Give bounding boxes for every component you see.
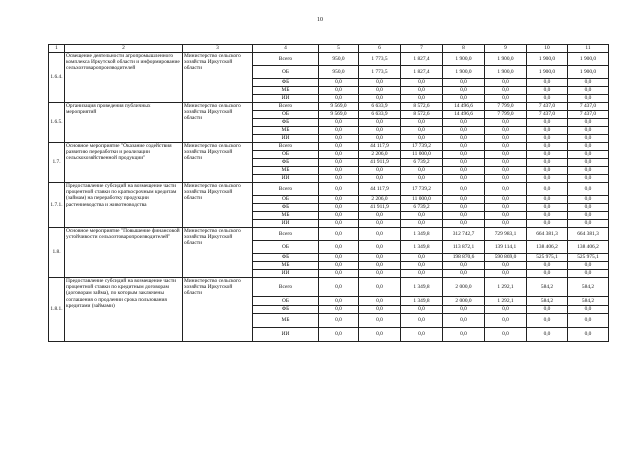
funding-source: ОБ	[253, 66, 319, 79]
funding-value: 0,0	[319, 212, 359, 220]
funding-value: 1 349,8	[401, 278, 443, 297]
funding-value: 0,0	[443, 143, 485, 151]
table-row	[49, 183, 609, 196]
funding-value: 0,0	[485, 167, 527, 175]
table-body	[49, 45, 609, 342]
funding-source: Всего	[253, 103, 319, 111]
column-header: 5	[319, 45, 359, 53]
funding-value: 0,0	[319, 204, 359, 212]
funding-value: 0,0	[568, 204, 609, 212]
funding-value: 0,0	[401, 262, 443, 270]
item-executor: Министерство сельского хозяйства Иркутской области	[183, 183, 253, 228]
funding-value: 0,0	[527, 119, 568, 127]
funding-value: 2 206,0	[359, 151, 401, 159]
funding-value: 0,0	[443, 306, 485, 314]
item-name: Предоставление субсидий на возмещение части процентной ставки по краткосрочным кредитам (займам) на переработку продукции растениеводства и животноводства	[65, 183, 183, 228]
funding-value: 0,0	[527, 175, 568, 183]
funding-value: 729 983,1	[485, 228, 527, 241]
funding-source: Всего	[253, 183, 319, 196]
funding-value: 0,0	[568, 183, 609, 196]
funding-source: МБ	[253, 314, 319, 328]
funding-value: 0,0	[568, 328, 609, 342]
funding-value: 0,0	[401, 306, 443, 314]
funding-value: 9 569,0	[319, 111, 359, 119]
funding-value: 0,0	[443, 79, 485, 87]
funding-value: 0,0	[485, 127, 527, 135]
funding-source: ИИ	[253, 328, 319, 342]
item-number: 1.7.1.	[49, 183, 65, 228]
funding-source: Всего	[253, 53, 319, 66]
funding-value: 0,0	[527, 220, 568, 228]
funding-value: 0,0	[359, 95, 401, 103]
funding-value: 6 739,2	[401, 204, 443, 212]
column-header: 4	[253, 45, 319, 53]
funding-value: 14 496,6	[443, 111, 485, 119]
funding-value: 0,0	[359, 127, 401, 135]
funding-value: 0,0	[359, 175, 401, 183]
funding-value: 0,0	[319, 151, 359, 159]
funding-value: 0,0	[443, 127, 485, 135]
header-row	[49, 45, 609, 53]
funding-value: 7 799,0	[485, 111, 527, 119]
funding-value: 0,0	[319, 328, 359, 342]
funding-value: 0,0	[319, 270, 359, 278]
item-executor: Министерство сельского хозяйства Иркутской области	[183, 143, 253, 183]
funding-value: 41 911,9	[359, 159, 401, 167]
funding-value: 0,0	[527, 79, 568, 87]
funding-value: 0,0	[359, 328, 401, 342]
item-name: Основное мероприятие "Оказание содействия развитию переработки и реализации сельскохозяйственной продукции"	[65, 143, 183, 183]
funding-value: 0,0	[568, 314, 609, 328]
funding-value: 0,0	[443, 196, 485, 204]
item-number: 1.6.5.	[49, 103, 65, 143]
funding-source: МБ	[253, 212, 319, 220]
funding-value: 7 437,0	[568, 103, 609, 111]
funding-source: ОБ	[253, 111, 319, 119]
funding-value: 1 900,0	[485, 53, 527, 66]
funding-value: 0,0	[359, 262, 401, 270]
funding-value: 0,0	[319, 278, 359, 297]
funding-value: 0,0	[443, 204, 485, 212]
funding-value: 0,0	[568, 135, 609, 143]
funding-value: 0,0	[401, 127, 443, 135]
funding-value: 198 870,6	[443, 254, 485, 262]
funding-value: 0,0	[527, 270, 568, 278]
item-executor: Министерство сельского хозяйства Иркутской области	[183, 228, 253, 278]
funding-value: 0,0	[359, 212, 401, 220]
funding-source: МБ	[253, 87, 319, 95]
funding-value: 0,0	[443, 159, 485, 167]
funding-value: 0,0	[568, 306, 609, 314]
funding-value: 1 292,1	[485, 278, 527, 297]
funding-value: 0,0	[485, 212, 527, 220]
funding-value: 0,0	[527, 167, 568, 175]
funding-value: 17 739,2	[401, 183, 443, 196]
funding-value: 44 117,9	[359, 183, 401, 196]
funding-value: 584,2	[568, 297, 609, 306]
funding-value: 0,0	[485, 262, 527, 270]
funding-value: 0,0	[568, 127, 609, 135]
funding-value: 0,0	[568, 151, 609, 159]
funding-value: 0,0	[319, 95, 359, 103]
item-number: 1.6.4.	[49, 53, 65, 103]
funding-value: 0,0	[485, 183, 527, 196]
funding-value: 0,0	[485, 220, 527, 228]
funding-value: 312 742,7	[443, 228, 485, 241]
funding-value: 0,0	[527, 143, 568, 151]
item-executor: Министерство сельского хозяйства Иркутской области	[183, 278, 253, 342]
funding-value: 0,0	[443, 135, 485, 143]
funding-value: 0,0	[485, 328, 527, 342]
funding-value: 0,0	[359, 167, 401, 175]
table-row	[49, 278, 609, 297]
funding-value: 1 900,0	[485, 66, 527, 79]
funding-source: ИИ	[253, 175, 319, 183]
funding-value: 0,0	[443, 262, 485, 270]
page-number: 10	[317, 17, 323, 23]
funding-value: 0,0	[443, 270, 485, 278]
funding-value: 7 437,0	[527, 103, 568, 111]
funding-value: 950,0	[319, 53, 359, 66]
funding-value: 139 114,1	[485, 241, 527, 254]
funding-value: 0,0	[319, 143, 359, 151]
funding-value: 0,0	[319, 254, 359, 262]
funding-value: 0,0	[568, 159, 609, 167]
item-name: Организация проведения публичных мероприятий	[65, 103, 183, 143]
funding-value: 0,0	[485, 196, 527, 204]
funding-value: 0,0	[443, 87, 485, 95]
column-header: 3	[183, 45, 253, 53]
funding-value: 0,0	[401, 167, 443, 175]
funding-value: 0,0	[527, 183, 568, 196]
funding-value: 584,2	[568, 278, 609, 297]
funding-source: ФБ	[253, 254, 319, 262]
funding-value: 0,0	[359, 314, 401, 328]
funding-value: 0,0	[527, 87, 568, 95]
funding-value: 0,0	[319, 228, 359, 241]
funding-value: 0,0	[319, 297, 359, 306]
funding-value: 0,0	[319, 220, 359, 228]
funding-value: 0,0	[319, 87, 359, 95]
funding-value: 0,0	[359, 135, 401, 143]
funding-value: 0,0	[401, 212, 443, 220]
funding-value: 1 827,4	[401, 66, 443, 79]
funding-value: 0,0	[401, 135, 443, 143]
table-row	[49, 103, 609, 111]
funding-value: 0,0	[319, 119, 359, 127]
funding-value: 0,0	[527, 127, 568, 135]
funding-value: 0,0	[485, 159, 527, 167]
funding-value: 0,0	[527, 196, 568, 204]
funding-value: 0,0	[568, 262, 609, 270]
funding-value: 0,0	[359, 228, 401, 241]
funding-value: 11 000,0	[401, 151, 443, 159]
funding-source: ОБ	[253, 241, 319, 254]
funding-value: 0,0	[401, 79, 443, 87]
funding-value: 44 117,9	[359, 143, 401, 151]
funding-value: 0,0	[359, 119, 401, 127]
funding-source: Всего	[253, 278, 319, 297]
funding-value: 1 773,5	[359, 66, 401, 79]
funding-value: 0,0	[485, 175, 527, 183]
funding-value: 0,0	[527, 328, 568, 342]
funding-source: ОБ	[253, 151, 319, 159]
funding-value: 0,0	[527, 95, 568, 103]
funding-value: 1 900,0	[568, 66, 609, 79]
funding-value: 41 911,9	[359, 204, 401, 212]
funding-source: ОБ	[253, 297, 319, 306]
funding-value: 0,0	[443, 328, 485, 342]
item-executor: Министерство сельского хозяйства Иркутской области	[183, 103, 253, 143]
funding-value: 0,0	[359, 278, 401, 297]
funding-value: 0,0	[527, 159, 568, 167]
funding-value: 0,0	[485, 135, 527, 143]
funding-value: 1 827,4	[401, 53, 443, 66]
funding-value: 0,0	[443, 151, 485, 159]
funding-value: 0,0	[359, 220, 401, 228]
funding-value: 0,0	[443, 95, 485, 103]
funding-value: 1 900,0	[527, 53, 568, 66]
funding-value: 8 572,6	[401, 103, 443, 111]
funding-value: 0,0	[401, 254, 443, 262]
funding-value: 0,0	[359, 270, 401, 278]
funding-source: Всего	[253, 143, 319, 151]
funding-value: 0,0	[568, 79, 609, 87]
funding-source: Всего	[253, 228, 319, 241]
funding-value: 14 496,6	[443, 103, 485, 111]
funding-value: 0,0	[568, 270, 609, 278]
funding-value: 0,0	[485, 306, 527, 314]
funding-value: 17 739,2	[401, 143, 443, 151]
funding-value: 0,0	[443, 220, 485, 228]
item-name: Основное мероприятие "Повышение финансовой устойчивости сельхозтоваропроизводителей"	[65, 228, 183, 278]
funding-source: МБ	[253, 127, 319, 135]
funding-value: 0,0	[359, 241, 401, 254]
column-header: 7	[401, 45, 443, 53]
funding-source: МБ	[253, 167, 319, 175]
funding-value: 1 773,5	[359, 53, 401, 66]
funding-value: 9 569,0	[319, 103, 359, 111]
funding-value: 138 406,2	[568, 241, 609, 254]
column-header: 11	[568, 45, 609, 53]
funding-value: 113 872,1	[443, 241, 485, 254]
funding-value: 7 437,0	[568, 111, 609, 119]
funding-value: 0,0	[319, 167, 359, 175]
funding-value: 0,0	[401, 314, 443, 328]
funding-value: 0,0	[568, 212, 609, 220]
funding-value: 0,0	[568, 167, 609, 175]
funding-value: 0,0	[319, 262, 359, 270]
funding-value: 2 000,0	[443, 278, 485, 297]
funding-value: 8 572,6	[401, 111, 443, 119]
funding-source: ИИ	[253, 135, 319, 143]
funding-source: ФБ	[253, 119, 319, 127]
item-name: Освещение деятельности агропромышленного комплекса Иркутской области и информирование сельхозтоваропроизводителей	[65, 53, 183, 103]
funding-source: ИИ	[253, 95, 319, 103]
funding-value: 0,0	[319, 135, 359, 143]
item-number: 1.8.	[49, 228, 65, 278]
funding-value: 1 349,8	[401, 228, 443, 241]
column-header: 8	[443, 45, 485, 53]
funding-value: 0,0	[485, 204, 527, 212]
funding-value: 0,0	[568, 87, 609, 95]
funding-value: 0,0	[568, 220, 609, 228]
funding-source: ФБ	[253, 306, 319, 314]
funding-value: 0,0	[401, 95, 443, 103]
funding-value: 1 900,0	[568, 53, 609, 66]
item-number: 1.8.1.	[49, 278, 65, 342]
table-row	[49, 53, 609, 66]
funding-value: 6 739,2	[401, 159, 443, 167]
funding-source: ОБ	[253, 196, 319, 204]
column-header: 1	[49, 45, 65, 53]
funding-value: 525 975,1	[527, 254, 568, 262]
funding-value: 2 206,0	[359, 196, 401, 204]
funding-value: 6 633,9	[359, 103, 401, 111]
funding-value: 0,0	[527, 306, 568, 314]
funding-value: 0,0	[443, 314, 485, 328]
funding-value: 11 000,0	[401, 196, 443, 204]
funding-value: 0,0	[568, 119, 609, 127]
funding-source: ИИ	[253, 270, 319, 278]
funding-value: 0,0	[359, 306, 401, 314]
funding-value: 0,0	[359, 87, 401, 95]
funding-source: ФБ	[253, 204, 319, 212]
funding-value: 664 381,3	[568, 228, 609, 241]
table-row	[49, 228, 609, 241]
funding-value: 584,2	[527, 297, 568, 306]
funding-source: МБ	[253, 262, 319, 270]
funding-value: 0,0	[527, 262, 568, 270]
funding-value: 0,0	[527, 204, 568, 212]
funding-value: 0,0	[319, 314, 359, 328]
funding-value: 0,0	[401, 87, 443, 95]
funding-value: 0,0	[568, 143, 609, 151]
funding-value: 0,0	[319, 175, 359, 183]
funding-value: 7 799,0	[485, 103, 527, 111]
funding-source: ФБ	[253, 159, 319, 167]
funding-value: 0,0	[401, 328, 443, 342]
item-executor: Министерство сельского хозяйства Иркутской области	[183, 53, 253, 103]
funding-value: 0,0	[485, 79, 527, 87]
funding-value: 1 349,8	[401, 241, 443, 254]
column-header: 6	[359, 45, 401, 53]
funding-value: 2 000,0	[443, 297, 485, 306]
funding-value: 0,0	[485, 143, 527, 151]
funding-value: 0,0	[319, 159, 359, 167]
funding-value: 1 900,0	[443, 66, 485, 79]
table-row	[49, 143, 609, 151]
funding-value: 0,0	[443, 167, 485, 175]
funding-value: 0,0	[319, 79, 359, 87]
funding-value: 0,0	[527, 314, 568, 328]
funding-value: 1 292,1	[485, 297, 527, 306]
funding-value: 0,0	[485, 95, 527, 103]
funding-value: 584,2	[527, 278, 568, 297]
funding-value: 1 349,8	[401, 297, 443, 306]
item-number: 1.7.	[49, 143, 65, 183]
funding-value: 6 633,9	[359, 111, 401, 119]
funding-value: 0,0	[485, 270, 527, 278]
funding-value: 0,0	[443, 183, 485, 196]
funding-value: 0,0	[401, 220, 443, 228]
funding-value: 950,0	[319, 66, 359, 79]
funding-value: 664 381,3	[527, 228, 568, 241]
funding-value: 0,0	[359, 79, 401, 87]
funding-value: 0,0	[319, 196, 359, 204]
item-name: Предоставление субсидий на возмещение части процентной ставки по кредитным договорам (договорам займа), по которым заключены соглашения о продлении срока пользования кредитами (займами)	[65, 278, 183, 342]
funding-value: 0,0	[319, 183, 359, 196]
funding-value: 0,0	[485, 119, 527, 127]
funding-value: 1 900,0	[443, 53, 485, 66]
funding-value: 7 437,0	[527, 111, 568, 119]
column-header: 2	[65, 45, 183, 53]
funding-value: 0,0	[485, 87, 527, 95]
funding-value: 0,0	[401, 175, 443, 183]
funding-value: 525 975,1	[568, 254, 609, 262]
funding-value: 0,0	[319, 306, 359, 314]
funding-value: 0,0	[485, 151, 527, 159]
funding-value: 0,0	[568, 175, 609, 183]
funding-value: 0,0	[401, 119, 443, 127]
column-header: 10	[527, 45, 568, 53]
funding-value: 0,0	[443, 212, 485, 220]
funding-value: 0,0	[527, 135, 568, 143]
funding-value: 0,0	[568, 95, 609, 103]
funding-value: 138 406,2	[527, 241, 568, 254]
funding-value: 0,0	[485, 314, 527, 328]
funding-value: 0,0	[319, 127, 359, 135]
funding-value: 1 900,0	[527, 66, 568, 79]
funding-source: ФБ	[253, 79, 319, 87]
budget-table	[48, 44, 609, 342]
funding-value: 0,0	[568, 196, 609, 204]
funding-value: 0,0	[359, 297, 401, 306]
funding-value: 590 869,0	[485, 254, 527, 262]
funding-value: 0,0	[359, 254, 401, 262]
funding-value: 0,0	[527, 151, 568, 159]
funding-value: 0,0	[443, 175, 485, 183]
funding-value: 0,0	[401, 270, 443, 278]
funding-value: 0,0	[319, 241, 359, 254]
funding-value: 0,0	[443, 119, 485, 127]
column-header: 9	[485, 45, 527, 53]
funding-source: ИИ	[253, 220, 319, 228]
funding-value: 0,0	[527, 212, 568, 220]
